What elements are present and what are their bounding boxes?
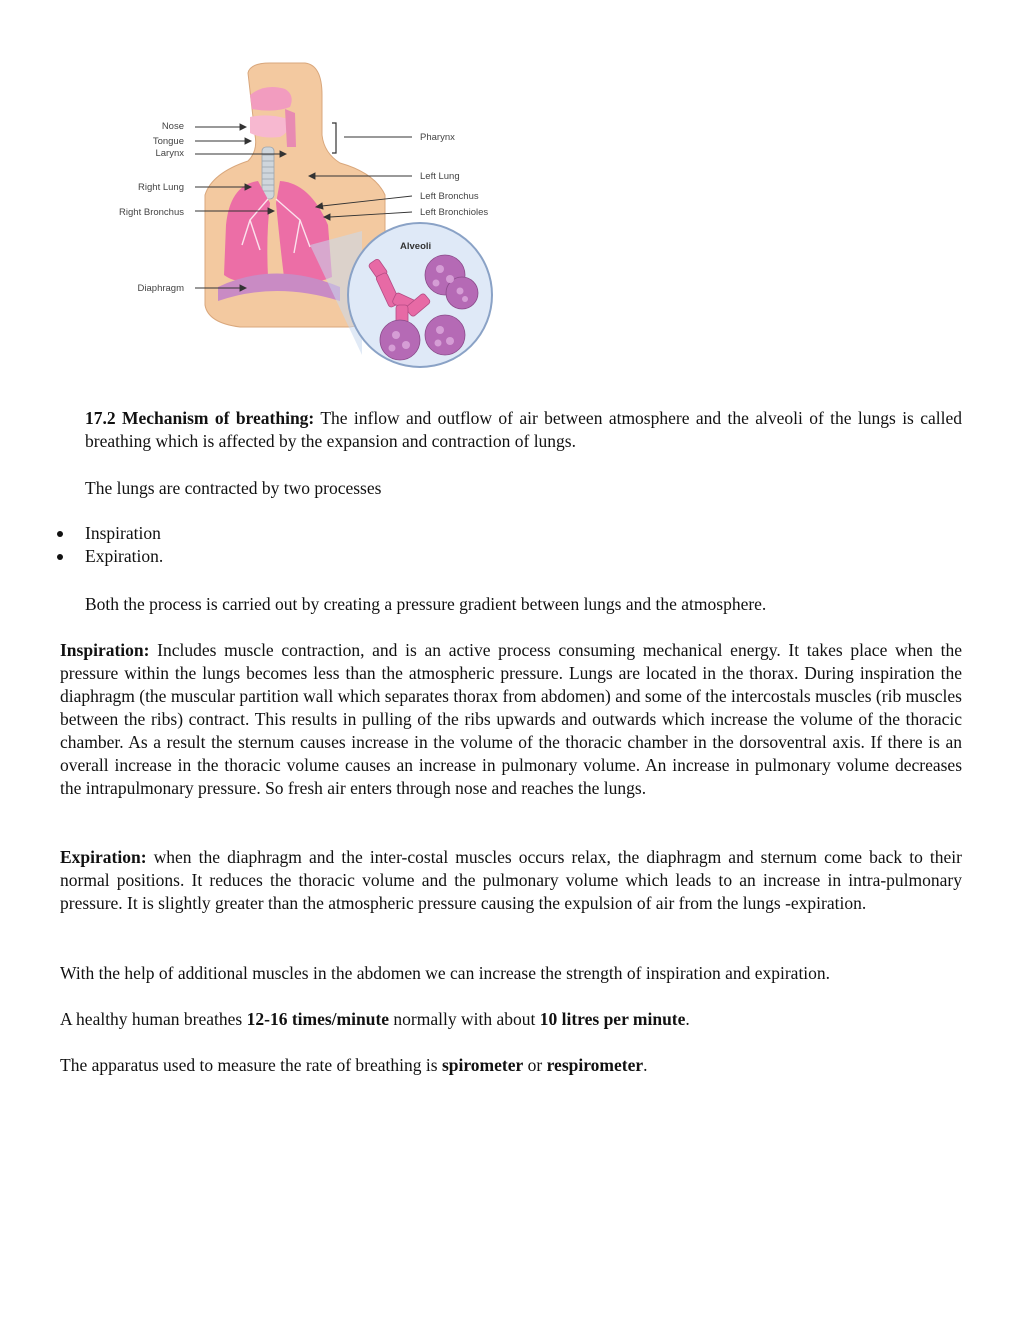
label-tongue: Tongue: [152, 136, 184, 147]
expiration-block: [60, 846, 962, 915]
label-pharynx: Pharynx: [420, 132, 455, 143]
respiratory-system-diagram: [100, 55, 510, 385]
apparatus-paragraph: [60, 1054, 962, 1077]
section-intro-text: The inflow and outflow of air between atmosphere and the alveoli of the lungs is called breathing which is affected by the expansion and contraction of lungs.: [85, 408, 963, 451]
label-left-bronchus: Left Bronchus: [420, 191, 479, 202]
processes-intro: The lungs are contracted by two processes: [85, 478, 382, 498]
inspiration-term: Inspiration:: [60, 640, 150, 660]
label-alveoli: Alveoli: [400, 241, 432, 252]
label-nose: Nose: [161, 121, 184, 132]
bullet-icon: [57, 554, 63, 560]
rate-pre: A healthy human breathes: [60, 1009, 247, 1029]
label-left-bronchioles: Left Bronchioles: [420, 207, 489, 218]
processes-intro-block: [85, 477, 962, 500]
apparatus-block: [60, 1054, 962, 1077]
volume-value: 10 litres per minute: [539, 1009, 686, 1029]
label-right-lung: Right Lung: [138, 182, 184, 193]
processes-list: [57, 522, 163, 568]
expiration-term: Expiration:: [60, 847, 147, 867]
inspiration-text: Includes muscle contraction, and is an active process consuming mechanical energy. It takes place when the pressure within the lungs becomes less than the atmospheric pressure. Lungs are located in the thorax. During inspiration the diaphragm (the muscular partition wall which separates thorax from abdomen) and some of the intercostals muscles (rib muscles between the ribs) contract. This results in pulling of the ribs upwards and outwards which increase the volume of the thoracic chamber. As a result the sternum causes increase in the volume of the thoracic chamber in the dorsoventral axis. If there is an overall increase in the thoracic volume causes an increase in pulmonary volume. An increase in pulmonary volume decreases the intrapulmonary pressure. So fresh air enters through nose and reaches the lungs.: [60, 640, 962, 798]
rate-block: [60, 1008, 962, 1031]
label-diaphragm: Diaphragm: [137, 283, 184, 294]
apparatus-term-respirometer: respirometer: [546, 1055, 644, 1075]
list-item-text: Expiration.: [85, 546, 164, 566]
label-right-bronchus: Right Bronchus: [119, 207, 184, 218]
additional-paragraph: With the help of additional muscles in the abdomen we can increase the strength of inspiration and expiration.: [60, 963, 831, 983]
mouth-cavity: [250, 115, 289, 137]
list-item: [57, 545, 163, 568]
respiratory-system-illustration: [100, 55, 510, 385]
gradient-block: [85, 593, 962, 616]
expiration-paragraph: [60, 846, 962, 915]
list-item-text: Inspiration: [85, 523, 161, 543]
rate-paragraph: [60, 1008, 962, 1031]
inspiration-block: [60, 639, 962, 800]
list-item: [57, 522, 163, 545]
rate-mid: normally with about: [389, 1009, 540, 1029]
apparatus-term-spirometer: spirometer: [441, 1055, 524, 1075]
apparatus-post: .: [643, 1055, 648, 1075]
apparatus-mid: or: [523, 1055, 547, 1075]
apparatus-pre: The apparatus used to measure the rate of breathing is: [60, 1055, 442, 1075]
section-intro-paragraph: [85, 407, 962, 453]
expiration-text: when the diaphragm and the inter-costal muscles occurs relax, the diaphragm and sternum come back to their normal positions. It reduces the thoracic volume and the pulmonary volume which leads to an increase in intra-pulmonary pressure. It is slightly greater than the atmospheric pressure causing the expulsion of air from the lungs -expiration.: [60, 847, 962, 913]
gradient-paragraph: Both the process is carried out by creating a pressure gradient between lungs and the atmosphere.: [85, 594, 767, 614]
bullet-icon: [57, 531, 63, 537]
additional-block: [60, 962, 962, 985]
rate-value: 12-16 times/minute: [246, 1009, 390, 1029]
label-left-lung: Left Lung: [420, 171, 460, 182]
label-larynx: Larynx: [155, 148, 184, 159]
section-heading: 17.2 Mechanism of breathing:: [85, 408, 315, 428]
rate-post: .: [685, 1009, 690, 1029]
section-intro-block: [85, 407, 962, 453]
inspiration-paragraph: [60, 639, 962, 800]
